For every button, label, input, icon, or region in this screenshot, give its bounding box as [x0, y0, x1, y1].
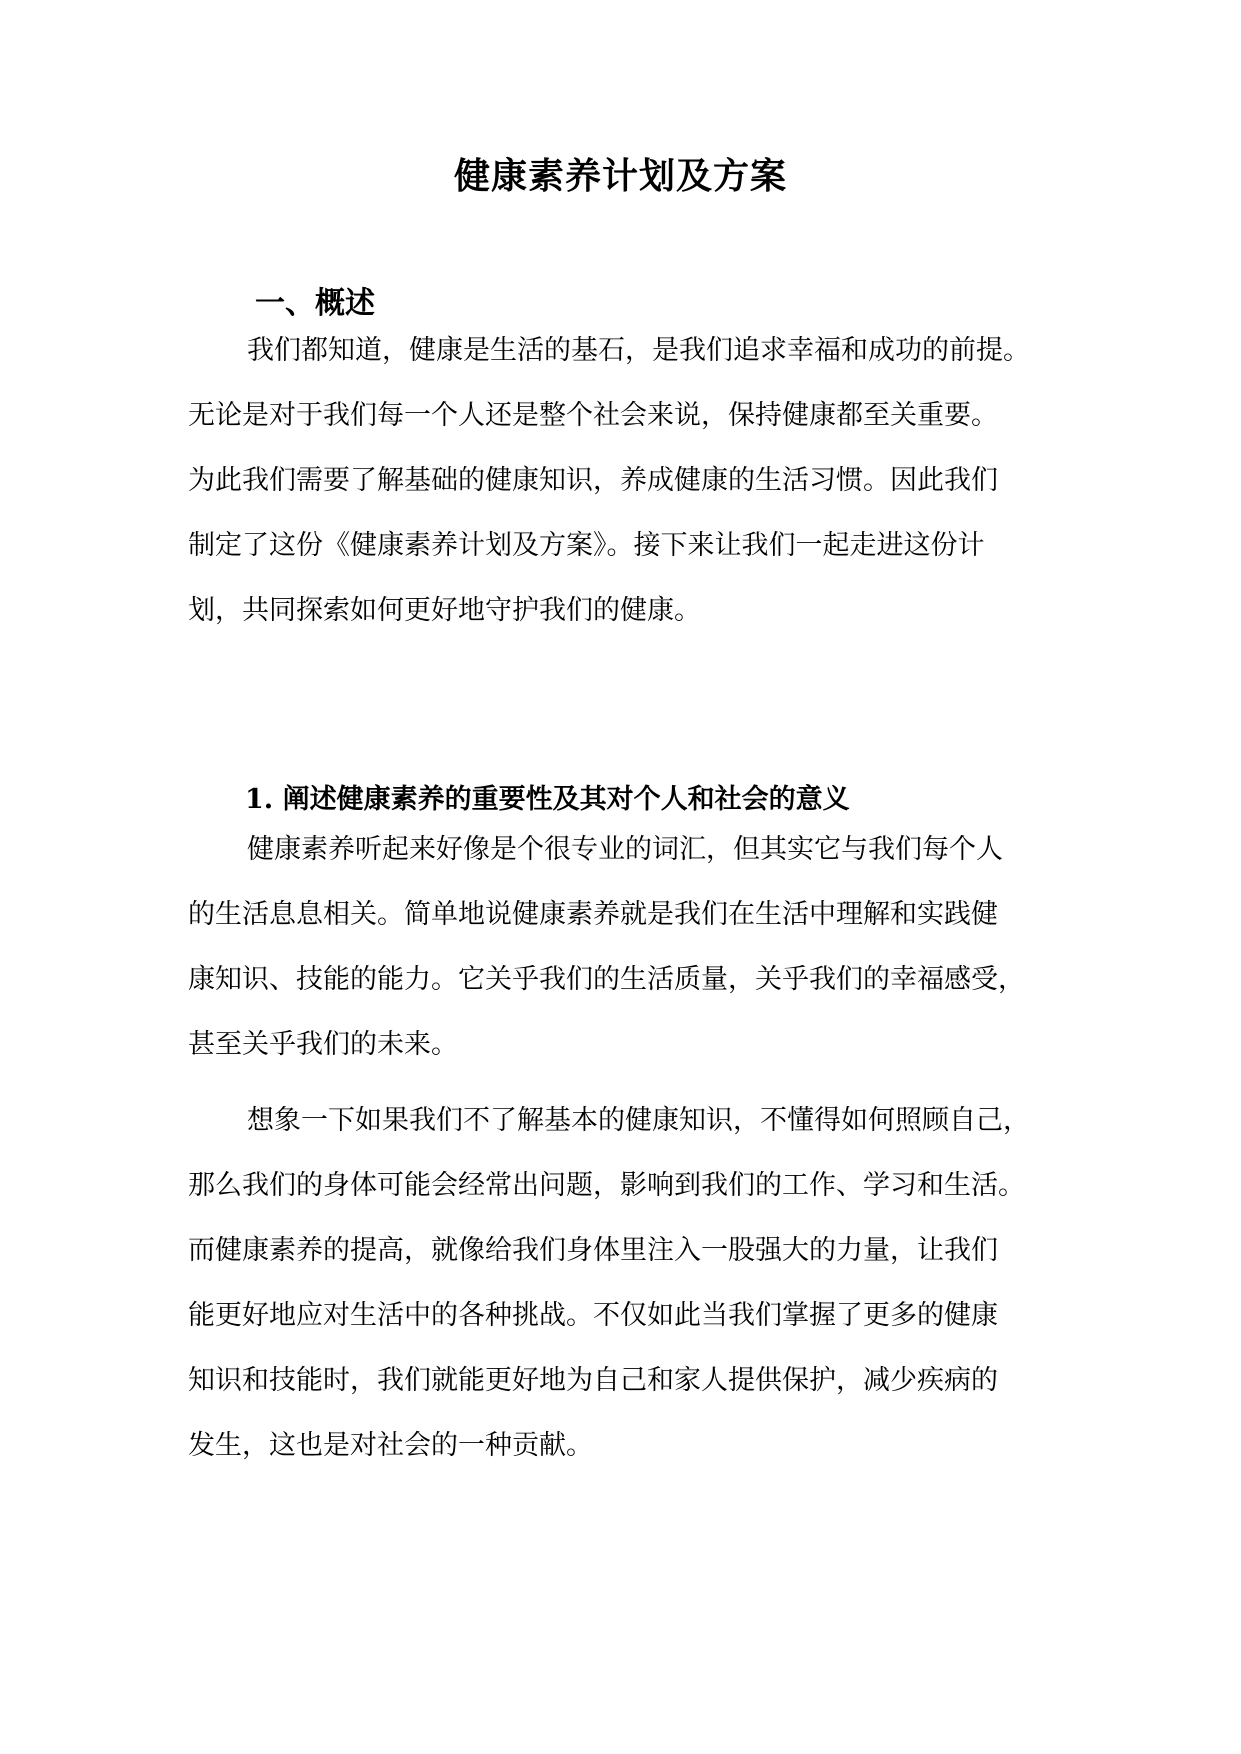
paragraph-line: 那么我们的身体可能会经常出问题，影响到我们的工作、学习和生活。 — [188, 1170, 1025, 1201]
section-heading: 一、概述 — [255, 286, 375, 321]
document-title: 健康素养计划及方案 — [453, 155, 787, 197]
paragraph-line: 健康素养听起来好像是个很专业的词汇，但其实它与我们每个人 — [247, 834, 1003, 865]
paragraph-line: 制定了这份《健康素养计划及方案》。接下来让我们一起走进这份计 — [188, 530, 985, 561]
paragraph-line: 康知识、技能的能力。它关乎我们的生活质量，关乎我们的幸福感受， — [188, 964, 1025, 995]
paragraph-line: 知识和技能时，我们就能更好地为自己和家人提供保护，减少疾病的 — [188, 1365, 998, 1396]
paragraph-line: 我们都知道，健康是生活的基石，是我们追求幸福和成功的前提。 — [247, 335, 1030, 366]
paragraph-line: 甚至关乎我们的未来。 — [188, 1029, 458, 1060]
paragraph-line: 划，共同探索如何更好地守护我们的健康。 — [188, 595, 701, 626]
paragraph-line: 想象一下如果我们不了解基本的健康知识，不懂得如何照顾自己， — [247, 1105, 1030, 1136]
paragraph-line: 能更好地应对生活中的各种挑战。不仅如此当我们掌握了更多的健康 — [188, 1300, 998, 1331]
paragraph-line: 而健康素养的提高，就像给我们身体里注入一股强大的力量，让我们 — [188, 1235, 998, 1266]
paragraph-line: 无论是对于我们每一个人还是整个社会来说，保持健康都至关重要。 — [188, 400, 998, 431]
paragraph-line: 为此我们需要了解基础的健康知识，养成健康的生活习惯。因此我们 — [188, 465, 998, 496]
paragraph-line: 发生，这也是对社会的一种贡献。 — [188, 1430, 593, 1461]
paragraph-line: 的生活息息相关。简单地说健康素养就是我们在生活中理解和实践健 — [188, 899, 998, 930]
subsection-heading: 1. 阐述健康素养的重要性及其对个人和社会的意义 — [245, 784, 850, 815]
